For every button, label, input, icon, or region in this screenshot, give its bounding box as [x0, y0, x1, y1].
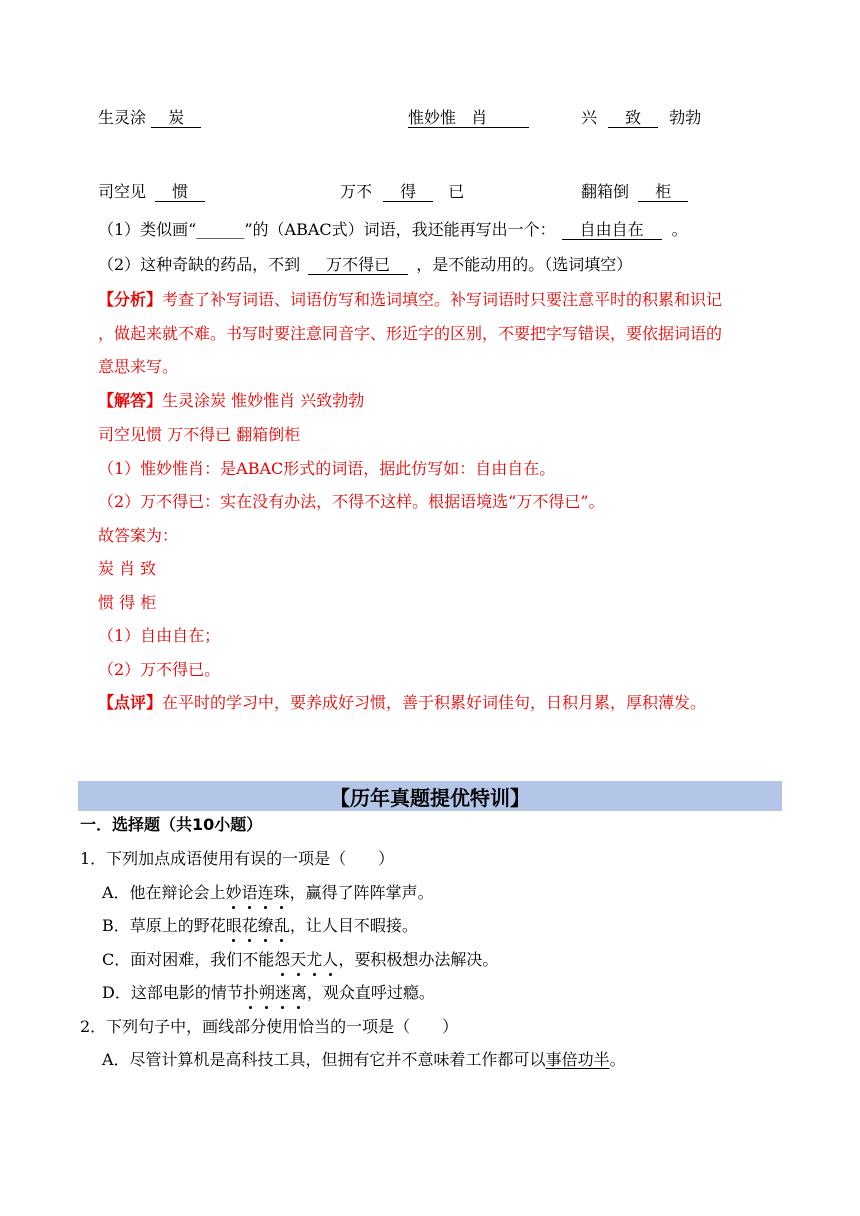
question-1-stem: 1．下列加点成语使用有误的一项是（ ）: [80, 849, 395, 868]
question-1-option-b[interactable]: B．草原上的野花眼花缭乱，让人目不暇接。: [102, 916, 418, 935]
analysis-line-2: ，做起来就不难。书写时要注意同音字、形近字的区别，不要把字写错误，要依据词语的: [98, 324, 723, 343]
underlined-phrase: 事倍功半: [545, 1050, 610, 1069]
section-banner: 【历年真题提优特训】: [78, 781, 782, 811]
answer-line-5: 故答案为：: [98, 526, 179, 545]
analysis-line-3: 意思来写。: [98, 357, 179, 376]
answer-blank: 柜: [638, 183, 688, 202]
question-1-option-a[interactable]: A．他在辩论会上妙语连珠，赢得了阵阵掌声。: [102, 883, 434, 902]
answer-line-2: 司空见惯 万不得已 翻箱倒柜: [98, 425, 301, 444]
sub-question-1: （1）类似画“______”的（ABAC式）词语，我还能再写出一个： 自由自在 。: [98, 220, 688, 239]
word-prefix: 翻箱倒: [581, 182, 630, 201]
fill-word-3: [581, 107, 701, 129]
fill-word-6: [581, 181, 688, 203]
word-prefix: 万不: [340, 182, 373, 201]
question-2-stem: 2．下列句子中，画线部分使用恰当的一项是（ ）: [80, 1017, 459, 1036]
answer-blank: 自由自在: [562, 221, 662, 240]
answer-line-8: （1）自由自在；: [98, 626, 221, 645]
fill-word-2: [408, 107, 529, 129]
answer-tag: 【解答】: [98, 391, 163, 410]
sub-question-2: （2）这种奇缺的药品，不到 万不得已 ，是不能动用的。（选词填空）: [98, 255, 633, 274]
question-1-option-d[interactable]: D．这部电影的情节扑朔迷离，观众直呼过瘾。: [102, 983, 435, 1002]
word-prefix: 兴: [581, 108, 598, 127]
word-prefix: 司空见: [98, 182, 147, 201]
comment-line: 【点评】在平时的学习中，要养成好习惯，善于积累好词佳句，日积月累，厚积薄发。: [98, 693, 707, 712]
answer-line-1: 【解答】生灵涂炭 惟妙惟肖 兴致勃勃: [98, 391, 365, 410]
answer-line-6: 炭 肖 致: [98, 559, 157, 578]
analysis-tag: 【分析】: [98, 290, 163, 309]
fill-word-1: [98, 107, 201, 129]
question-1-option-c[interactable]: C．面对困难，我们不能怨天尤人，要积极想办法解决。: [102, 950, 499, 969]
answer-line-3: （1）惟妙惟肖：是ABAC形式的词语，据此仿写如：自由自在。: [98, 459, 556, 478]
comment-tag: 【点评】: [98, 693, 163, 712]
answer-line-4: （2）万不得已：实在没有办法，不得不这样。根据语境选“万不得已”。: [98, 492, 605, 511]
answer-blank: 炭: [151, 109, 201, 128]
answer-line-9: （2）万不得已。: [98, 660, 221, 679]
answer-blank: 惟妙惟 肖: [408, 109, 529, 128]
analysis-line-1: 【分析】考查了补写词语、词语仿写和选词填空。补写词语时只要注意平时的积累和识记: [98, 290, 723, 309]
answer-line-7: 惯 得 柜: [98, 593, 157, 612]
answer-blank: 得: [383, 183, 433, 202]
answer-blank: 万不得已: [308, 256, 408, 275]
section-heading: 一．选择题（共10小题）: [80, 815, 263, 834]
answer-blank: 致: [608, 109, 658, 128]
word-prefix: 生灵涂: [98, 108, 147, 127]
fill-word-5: [340, 181, 464, 203]
answer-blank: 惯: [155, 183, 205, 202]
word-suffix: 已: [448, 182, 465, 201]
question-2-option-a[interactable]: A．尽管计算机是高科技工具，但拥有它并不意味着工作都可以事倍功半。: [102, 1050, 626, 1069]
fill-word-4: [98, 181, 205, 203]
word-suffix: 勃勃: [669, 108, 702, 127]
